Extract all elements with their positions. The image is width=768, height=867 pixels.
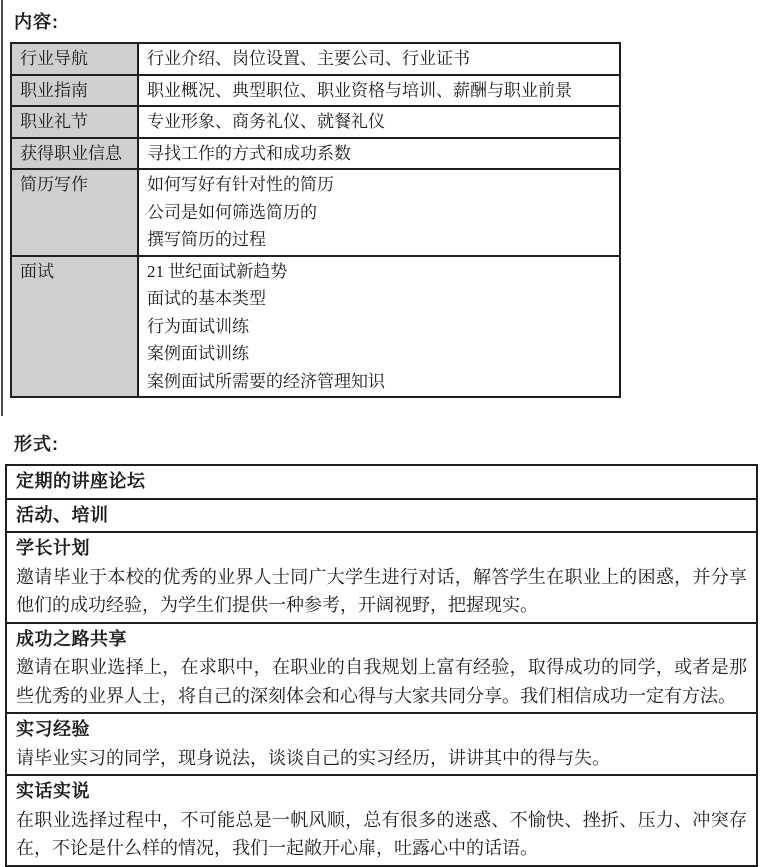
scan-edge-artifact [1, 0, 3, 416]
value-line: 寻找工作的方式和成功系数 [147, 143, 351, 163]
table-row [6, 465, 757, 499]
table-row [11, 106, 620, 138]
section-body: 在职业选择过程中，不可能总是一帆风顺，总有很多的迷惑、不愉快、挫折、压力、冲突存在，不论是什么样的情况，我们一起敞开心扉，吐露心中的话语。 [16, 809, 747, 858]
section-body: 邀请在职业选择上，在求职中，在职业的自我规划上富有经验，取得成功的同学，或者是那些优秀的业界人士，将自己的深刻体会和心得与大家共同分享。我们相信成功一定有方法。 [16, 657, 747, 706]
value-line: 撰写简历的过程 [147, 230, 266, 249]
table-row [11, 75, 620, 107]
section-body: 邀请毕业于本校的优秀的业界人士同广大学生进行对话，解答学生在职业上的困惑，并分享他们的成功经验，为学生们提供一种参考，开阔视野，把握现实。 [16, 566, 747, 615]
value-line: 专业形象、商务礼仪、就餐礼仪 [147, 112, 385, 131]
row-label: 职业指南 [11, 75, 138, 107]
table-row [6, 532, 757, 623]
format-cell [6, 775, 757, 866]
row-value [138, 256, 620, 398]
row-label: 获得职业信息 [11, 138, 138, 170]
row-value [138, 106, 620, 138]
table-row [11, 256, 620, 398]
table-row [6, 713, 757, 775]
value-line: 行业介绍、岗位设置、主要公司、行业证书 [147, 49, 470, 68]
row-label: 面试 [11, 256, 138, 398]
section-body: 请毕业实习的同学，现身说法，谈谈自己的实习经历，讲讲其中的得与失。 [16, 747, 610, 768]
format-cell [6, 465, 757, 499]
row-value [138, 169, 620, 256]
table-row [6, 623, 757, 714]
format-cell [6, 532, 757, 623]
value-line: 职业概况、典型职位、职业资格与培训、薪酬与职业前景 [147, 80, 572, 100]
format-cell [6, 713, 757, 775]
section-title: 成功之路共享 [16, 628, 127, 649]
format-table [5, 464, 758, 867]
section-title: 实习经验 [16, 719, 90, 739]
value-line: 面试的基本类型 [147, 289, 266, 308]
section-title: 定期的讲座论坛 [16, 471, 146, 491]
row-label: 行业导航 [11, 43, 138, 75]
format-cell [6, 623, 757, 714]
row-value [138, 75, 620, 107]
format-cell [6, 499, 757, 533]
row-label: 职业礼节 [11, 106, 138, 138]
content-table [10, 42, 621, 398]
value-line: 21 世纪面试新趋势 [147, 261, 288, 281]
value-line: 案例面试所需要的经济管理知识 [147, 371, 385, 391]
section-title: 学长计划 [16, 538, 90, 558]
content-heading: 内容: [14, 12, 59, 32]
row-label: 简历写作 [11, 169, 138, 256]
format-heading: 形式: [14, 434, 59, 454]
section-title: 活动、培训 [16, 504, 109, 525]
section-title: 实话实说 [16, 781, 90, 801]
table-row [11, 169, 620, 256]
value-line: 案例面试训练 [147, 344, 249, 363]
table-row [6, 775, 757, 866]
value-line: 公司是如何筛选简历的 [147, 202, 317, 222]
table-row [11, 138, 620, 170]
row-value [138, 138, 620, 170]
table-row [6, 499, 757, 533]
table-row [11, 43, 620, 75]
row-value [138, 43, 620, 75]
value-line: 行为面试训练 [147, 316, 249, 336]
value-line: 如何写好有针对性的简历 [147, 175, 334, 194]
